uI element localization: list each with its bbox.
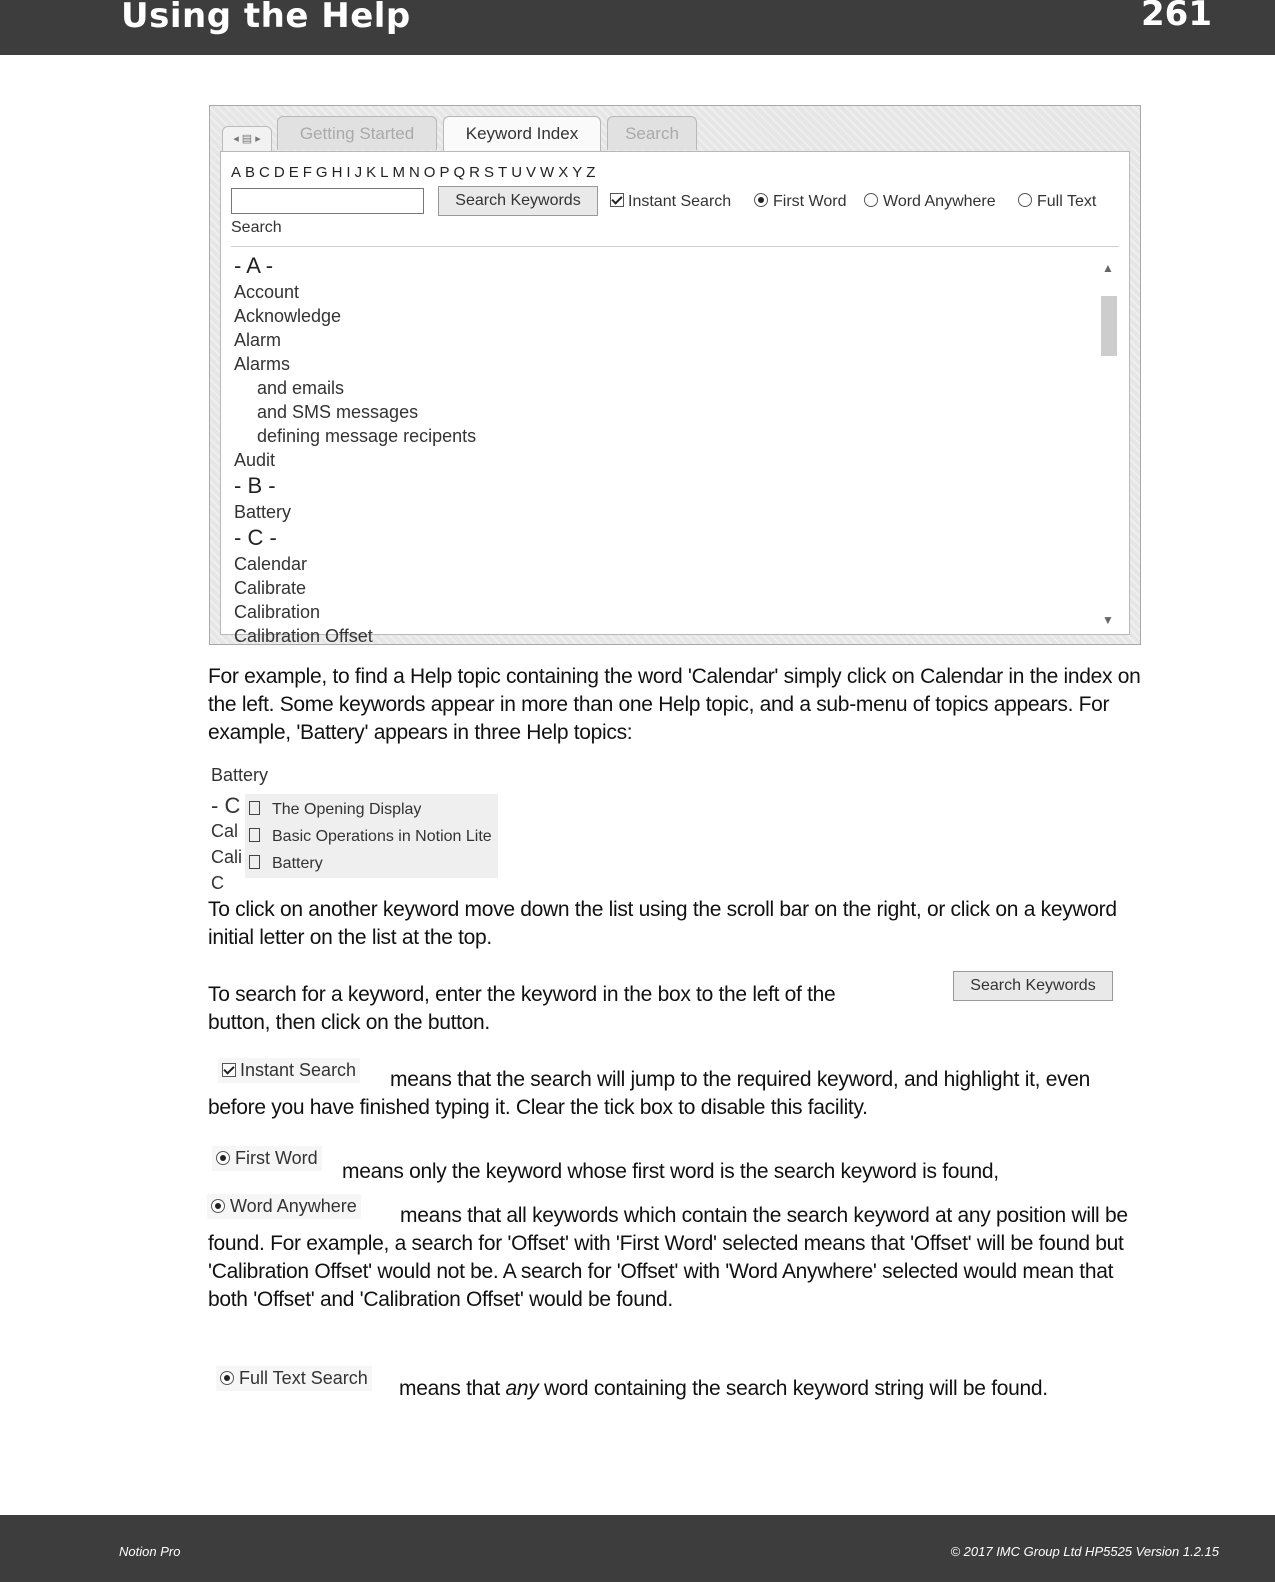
keyword-list (234, 252, 1094, 646)
first-word-radio[interactable]: First Word (754, 192, 846, 211)
topic-submenu (245, 794, 498, 878)
paragraph-word-anywhere: means that all keywords which contain the search keyword at any position will be found. For example, a search for 'Offset' with 'First Word' selected means that 'Offset' will be found but 'Calibration Offset' would not be. A search for 'Offset' with 'Word Anywhere' selected would mean that both 'Offset' and 'Calibration Offset' would be found. (208, 1204, 1128, 1311)
keyword-item[interactable]: defining message recipents (257, 426, 477, 446)
document-icon (249, 801, 260, 815)
letter-link[interactable]: D (273, 164, 285, 181)
letter-link[interactable]: R (469, 164, 480, 181)
paragraph-full-text: means that any word containing the search keyword string will be found. (399, 1377, 1048, 1400)
search-label: Search (231, 219, 282, 236)
paragraph-calendar-example: For example, to find a Help topic containing the word 'Calendar' simply click on Calendar in the index on the left. Some keywords appear in more than one Help topic, and a sub-menu of topics appears. For example, 'Battery' appears in three Help topics: (208, 665, 1141, 744)
help-window-screenshot (209, 105, 1141, 645)
calibrate-fragment: Cali (211, 847, 243, 867)
letter-heading: - A - (234, 253, 274, 278)
submenu-item[interactable]: Basic Operations in Notion Lite (249, 825, 492, 849)
keyword-item[interactable]: Calibration (234, 602, 321, 622)
letter-link[interactable]: V (526, 164, 537, 181)
tab-bar (222, 116, 1122, 152)
keyword-item[interactable]: Alarms (234, 354, 291, 374)
radio-selected-icon (754, 193, 768, 207)
letter-link[interactable]: Z (586, 164, 596, 181)
keyword-item[interactable]: Calibrate (234, 578, 307, 598)
radio-empty-icon (1018, 193, 1032, 207)
section-c-fragment: - C (211, 793, 241, 818)
page-footer (0, 1515, 1275, 1582)
tab-scroll-arrows[interactable]: ◂ ▤ ▸ (222, 126, 272, 153)
keyword-item[interactable]: Calendar (234, 554, 308, 574)
letter-link[interactable]: E (288, 164, 299, 181)
letter-link[interactable]: L (380, 164, 389, 181)
keyword-item[interactable]: Acknowledge (234, 306, 342, 326)
submenu-item[interactable]: Battery (249, 852, 323, 876)
letter-link[interactable]: J (354, 164, 363, 181)
letter-heading: - C - (234, 525, 277, 550)
letter-heading: - B - (234, 473, 276, 498)
paragraph-search-box: To search for a keyword, enter the keyword in the box to the left of the button, then click on the button. (208, 983, 836, 1034)
instant-search-control-image: Instant Search (218, 1058, 360, 1083)
page-number: 261 (1141, 0, 1212, 34)
keyword-item[interactable]: Account (234, 282, 300, 302)
full-text-search-control-image: Full Text Search (216, 1366, 372, 1391)
letter-link[interactable]: A (231, 164, 242, 181)
letter-link[interactable]: P (439, 164, 450, 181)
paragraph-first-word: means only the keyword whose first word is the search keyword is found, (342, 1160, 999, 1183)
footer-product: Notion Pro (119, 1544, 181, 1559)
chevron-down-icon[interactable]: ▼ (1102, 613, 1114, 627)
letter-link[interactable]: N (408, 164, 420, 181)
calibration-fragment: C (211, 873, 224, 893)
submenu-item[interactable]: The Opening Display (249, 798, 421, 822)
instant-search-checkbox[interactable]: Instant Search (610, 192, 731, 211)
letter-link[interactable]: S (484, 164, 495, 181)
letter-link[interactable]: U (511, 164, 523, 181)
letter-link[interactable]: Y (572, 164, 583, 181)
letter-link[interactable]: I (346, 164, 351, 181)
search-keywords-button[interactable]: Search Keywords (438, 186, 598, 216)
letter-link[interactable]: C (259, 164, 270, 181)
letter-index (231, 164, 599, 181)
letter-link[interactable]: H (331, 164, 343, 181)
footer-copyright: © 2017 IMC Group Ltd HP5525 Version 1.2.15 (950, 1544, 1219, 1559)
letter-link[interactable]: G (315, 164, 328, 181)
letter-link[interactable]: M (392, 164, 405, 181)
full-text-radio[interactable]: Full Text (1018, 192, 1096, 211)
keyword-item[interactable]: and SMS messages (257, 402, 419, 422)
paragraph-scroll-hint: To click on another keyword move down the list using the scroll bar on the right, or click on a keyword initial letter on the list at the top. (208, 898, 1117, 949)
page-header (0, 0, 1275, 55)
keyword-item[interactable]: Calibration Offset (234, 626, 373, 646)
checkbox-checked-icon (610, 193, 624, 207)
divider (231, 246, 1119, 247)
keyword-item[interactable]: and emails (257, 378, 345, 398)
scrollbar[interactable] (1099, 258, 1119, 630)
paragraph-instant-search: means that the search will jump to the required keyword, and highlight it, even before you have finished typing it. Clear the tick box to disable this facility. (208, 1068, 1091, 1119)
letter-link[interactable]: F (302, 164, 312, 181)
first-word-control-image: First Word (212, 1146, 322, 1171)
letter-link[interactable]: T (498, 164, 508, 181)
keyword-item[interactable]: Alarm (234, 330, 282, 350)
keyword-item[interactable]: Audit (234, 450, 276, 470)
word-anywhere-radio[interactable]: Word Anywhere (864, 192, 996, 211)
letter-link[interactable]: Q (453, 164, 466, 181)
letter-link[interactable]: K (366, 164, 377, 181)
tab-search[interactable]: Search (607, 116, 697, 150)
tab-getting-started[interactable]: Getting Started (277, 116, 437, 150)
letter-link[interactable]: O (423, 164, 436, 181)
keyword-search-input[interactable] (231, 188, 424, 214)
keyword-battery: Battery (211, 765, 269, 785)
calendar-fragment: Cal (211, 821, 239, 841)
keyword-item[interactable]: Battery (234, 502, 292, 522)
document-icon (249, 828, 260, 842)
scrollbar-thumb[interactable] (1101, 296, 1117, 356)
battery-submenu-screenshot (209, 763, 498, 893)
radio-empty-icon (864, 193, 878, 207)
chevron-up-icon[interactable]: ▲ (1102, 261, 1114, 275)
document-icon (249, 855, 260, 869)
search-keywords-button-image: Search Keywords (953, 971, 1113, 1001)
letter-link[interactable]: B (245, 164, 256, 181)
tab-keyword-index[interactable]: Keyword Index (443, 116, 601, 153)
letter-link[interactable]: W (540, 164, 555, 181)
letter-link[interactable]: X (558, 164, 569, 181)
page-title: Using the Help (121, 0, 411, 36)
keyword-index-panel (220, 151, 1130, 646)
word-anywhere-control-image: Word Anywhere (207, 1194, 361, 1219)
